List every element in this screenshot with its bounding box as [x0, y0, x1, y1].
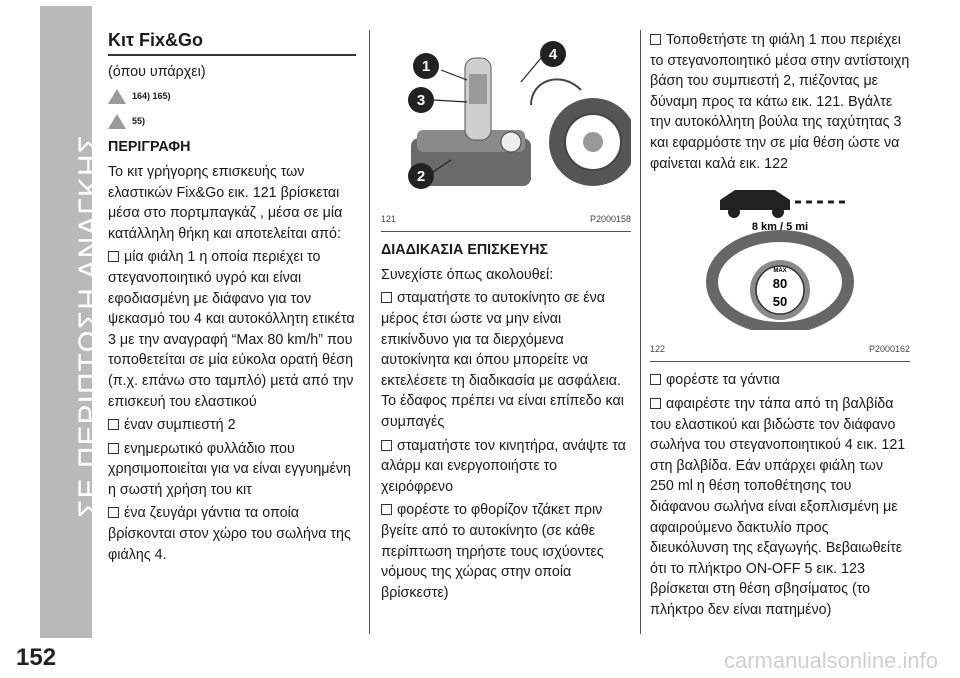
- callout-4: 4: [548, 46, 558, 63]
- warning-triangle-icon: [108, 89, 126, 104]
- warning-ref-row-1: [108, 86, 356, 107]
- badge-word: MAX: [773, 268, 787, 275]
- checkbox-icon: [108, 419, 119, 430]
- section-side-tab: [40, 6, 106, 638]
- checkbox-icon: [381, 292, 392, 303]
- procedure-heading: ΔΙΑΔΙΚΑΣΙΑ ΕΠΙΣΚΕΥΗΣ: [381, 242, 549, 259]
- checkbox-icon: [108, 507, 119, 518]
- figure-caption: [650, 337, 910, 362]
- page-number: 152: [16, 644, 57, 671]
- section-title: Κιτ Fix&Go: [108, 30, 356, 56]
- figure-122: [650, 180, 910, 362]
- description-heading: ΠΕΡΙΓΡΑΦΗ: [108, 139, 191, 156]
- checkbox-icon: [650, 34, 661, 45]
- callout-3: 3: [416, 92, 426, 109]
- list-item: μία φιάλη 1 η οποία περιέχει το στεγανοποιητικό υγρό και είναι εφοδιασμένη με διάφανο για τον ψεκασμό του 4 και αυτοκόλλητη ετικέτα 3 με την αναγραφή “Max 80 km/h” που τοποθετείται σε μία εύκολα ορατή θέση (π.χ. επάνω στο ταμπλό) μετά από την επισκευή του ελαστικού: [108, 249, 355, 410]
- figure-number: 121: [381, 213, 397, 224]
- column-divider-1: [369, 30, 370, 634]
- procedure-intro: Συνεχίστε όπως ακολουθεί:: [381, 266, 554, 283]
- figure-caption: [381, 207, 631, 232]
- list-item: φορέστε το φθορίζον τζάκετ πριν βγείτε από το αυτοκίνητο (σε κάθε περίπτωση τηρήστε τους ισχύοντες νόμους της χώρας στην οποία βρίσκεστε): [381, 502, 604, 601]
- warning-ref-2: 55): [132, 115, 146, 126]
- checkbox-icon: [108, 443, 119, 454]
- callout-1: 1: [421, 58, 431, 75]
- list-item: έναν συμπιεστή 2: [108, 415, 356, 436]
- figure-code: P2000162: [868, 343, 910, 354]
- warning-ref-row-2: [108, 111, 356, 132]
- list-item: φορέστε τα γάντια: [650, 370, 910, 391]
- figure-number: 122: [650, 343, 666, 354]
- figure-121: [381, 30, 631, 232]
- column-3: [650, 30, 910, 623]
- list-item: Τοποθετήστε τη φιάλη 1 που περιέχει το στεγανοποιητικό μέσα στην αντίστοιχη βάση του συμπιεστή 2, πιέζοντας με δύναμη προς τα κάτω εικ. 121. Βγάλτε την αυτοκόλλητη βούλα της ταχύτητας 3 και εφαρμόστε την σε μία θέση ώστε να φαίνεται καλά εικ. 122: [650, 32, 910, 172]
- speed-label: 8 km / 5 mi: [751, 221, 809, 234]
- checkbox-icon: [650, 398, 661, 409]
- availability-note: (όπου υπάρχει): [108, 63, 206, 80]
- section-side-label: ΣΕ ΠΕΡΙΠΤΩΣΗ ΑΝΑΓΚΗΣ: [73, 133, 106, 519]
- checkbox-icon: [381, 440, 392, 451]
- repair-kit-illustration: [381, 30, 631, 200]
- checkbox-icon: [108, 251, 119, 262]
- badge-top: 80: [772, 276, 788, 292]
- list-item: σταματήστε τον κινητήρα, ανάψτε τα αλάρμ και ενεργοποιήστε το χειρόφρενο: [381, 437, 626, 495]
- list-item: ένα ζευγάρι γάντια τα οποία βρίσκονται στον χώρο του σωλήνα της φιάλης 4.: [108, 505, 351, 563]
- column-divider-2: [640, 30, 641, 634]
- warning-triangle-icon: [108, 114, 126, 129]
- list-item: ενημερωτικό φυλλάδιο που χρησιμοποιείται για να είναι εγγυημένη η σωστή χρήση του κιτ: [108, 440, 351, 498]
- badge-bottom: 50: [772, 294, 788, 310]
- warning-ref-1: 164) 165): [132, 91, 171, 102]
- checkbox-icon: [650, 374, 661, 385]
- list-item: σταματήστε το αυτοκίνητο σε ένα μέρος έτσι ώστε να μην είναι επικίνδυνο για τα διερχόμενα αυτοκίνητα και όπου μπορείτε να εκτελέσετε τη διαδικασία με ασφάλεια. Το έδαφος πρέπει να είναι επίπεδο και συμπαγές: [381, 290, 624, 430]
- column-2: [381, 30, 631, 606]
- intro-paragraph: Το κιτ γρήγορης επισκευής των ελαστικών Fix&Go εικ. 121 βρίσκεται μέσα στο πορτμπαγκάζ , μέσα σε μία κατάλληλη θήκη και αποτελείται από:: [108, 163, 343, 242]
- list-item: αφαιρέστε την τάπα από τη βαλβίδα του ελαστικού και βιδώστε τον διάφανο σωλήνα του στεγανοποιητικού 4 εικ. 121 στη βαλβίδα. Εάν υπάρχει φιάλη των 250 ml η θέση τοποθέτησης του διάφανου σωλήνα είναι εξοπλισμένη με αφαιρούμενο δακτυλίο προς διευκόλυνση της εξαγωγής. Βεβαιωθείτε ότι το πλήκτρο ON-OFF 5 εικ. 123 βρίσκεται στη θέση σβησίματος (το πλήκτρο δεν είναι πατημένο): [650, 395, 906, 618]
- footer-watermark: carmanualsonline.info: [723, 648, 938, 673]
- figure-code: P2000158: [589, 213, 631, 224]
- speed-sticker-illustration: [650, 180, 910, 330]
- checkbox-icon: [381, 504, 392, 515]
- callout-2: 2: [416, 168, 426, 185]
- column-1: [108, 30, 356, 568]
